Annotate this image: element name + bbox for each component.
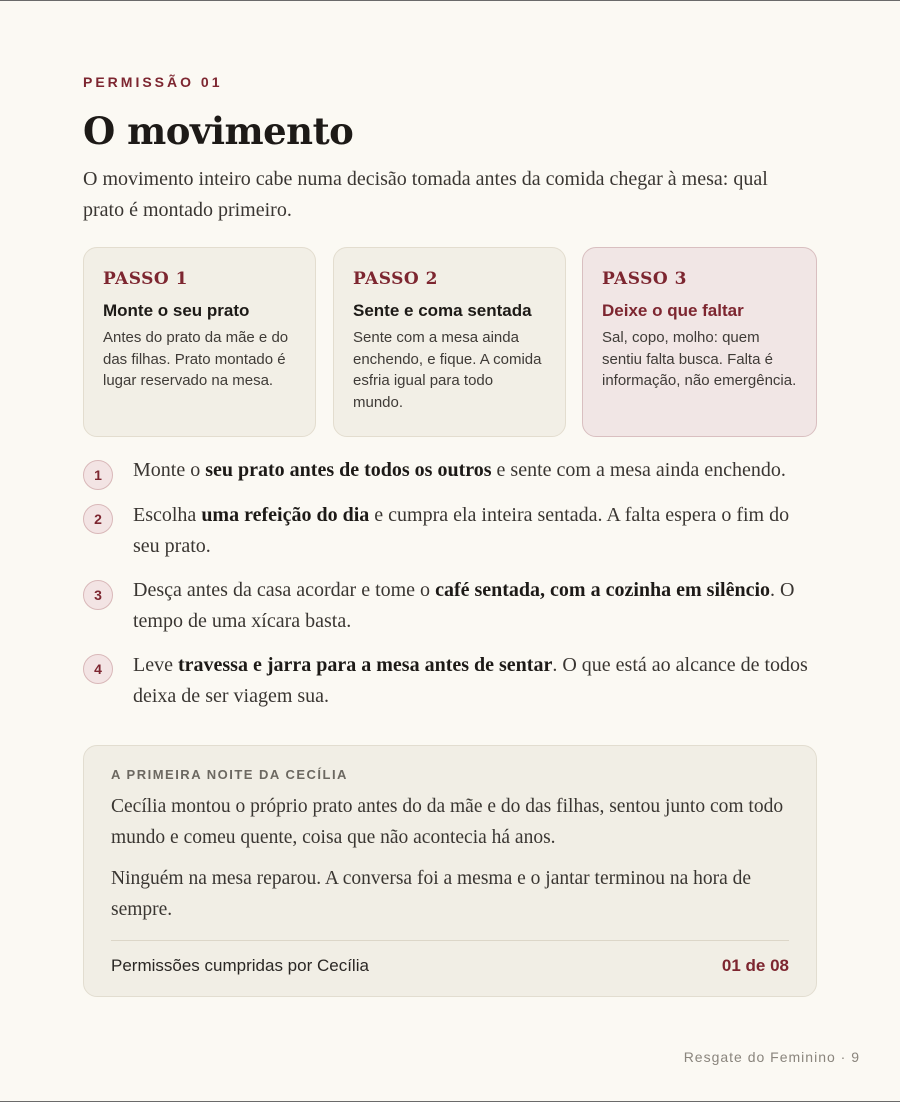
step-card-2 xyxy=(333,247,566,437)
step-title: Monte o seu prato xyxy=(103,301,250,320)
steps-row xyxy=(83,247,817,439)
number-badge: 3 xyxy=(83,580,113,610)
step-card-3-highlighted xyxy=(582,247,817,437)
step-text: Sal, copo, molho: quem sentiu falta busca. Falta é informação, não emergência. xyxy=(602,329,797,389)
story-box xyxy=(83,745,817,997)
list-item-text: Leve travessa e jarra para a mesa antes de sentar. O que está ao alcance de todos deixa de ser viagem sua. xyxy=(133,654,808,707)
page-title: O movimento xyxy=(83,109,354,153)
step-label: PASSO 3 xyxy=(602,269,687,289)
page-footer: Resgate do Feminino · 9 xyxy=(683,1049,860,1065)
progress-value: 01 de 08 xyxy=(721,956,789,975)
divider xyxy=(111,940,789,941)
step-label: PASSO 1 xyxy=(103,269,188,289)
list-item-text: Desça antes da casa acordar e tome o café sentada, com a cozinha em silêncio. O tempo de uma xícara basta. xyxy=(133,579,795,632)
intro-paragraph: O movimento inteiro cabe numa decisão tomada antes da comida chegar à mesa: qual prato é montado primeiro. xyxy=(83,168,768,221)
story-label: A PRIMEIRA NOITE DA CECÍLIA xyxy=(111,767,348,782)
list-item-text: Monte o seu prato antes de todos os outros e sente com a mesa ainda enchendo. xyxy=(133,459,786,481)
step-text: Sente com a mesa ainda enchendo, e fique. A comida esfria igual para todo mundo. xyxy=(353,329,542,411)
story-paragraph: Ninguém na mesa reparou. A conversa foi a mesma e o jantar terminou na hora de sempre. xyxy=(111,868,752,920)
number-badge: 4 xyxy=(83,654,113,684)
number-badge: 1 xyxy=(83,460,113,490)
story-paragraph: Cecília montou o próprio prato antes do da mãe e do das filhas, sentou junto com todo mundo e comeu quente, coisa que não acontecia há anos. xyxy=(111,796,784,848)
section-kicker: PERMISSÃO 01 xyxy=(83,74,223,90)
step-title: Deixe o que faltar xyxy=(602,301,744,320)
progress-label: Permissões cumpridas por Cecília xyxy=(111,956,369,975)
step-text: Antes do prato da mãe e do das filhas. Prato montado é lugar reservado na mesa. xyxy=(103,329,289,389)
step-card-1 xyxy=(83,247,316,437)
step-label: PASSO 2 xyxy=(353,269,438,289)
step-title: Sente e coma sentada xyxy=(353,301,532,320)
number-badge: 2 xyxy=(83,504,113,534)
list-item-text: Escolha uma refeição do dia e cumpra ela inteira sentada. A falta espera o fim do seu prato. xyxy=(133,504,790,557)
